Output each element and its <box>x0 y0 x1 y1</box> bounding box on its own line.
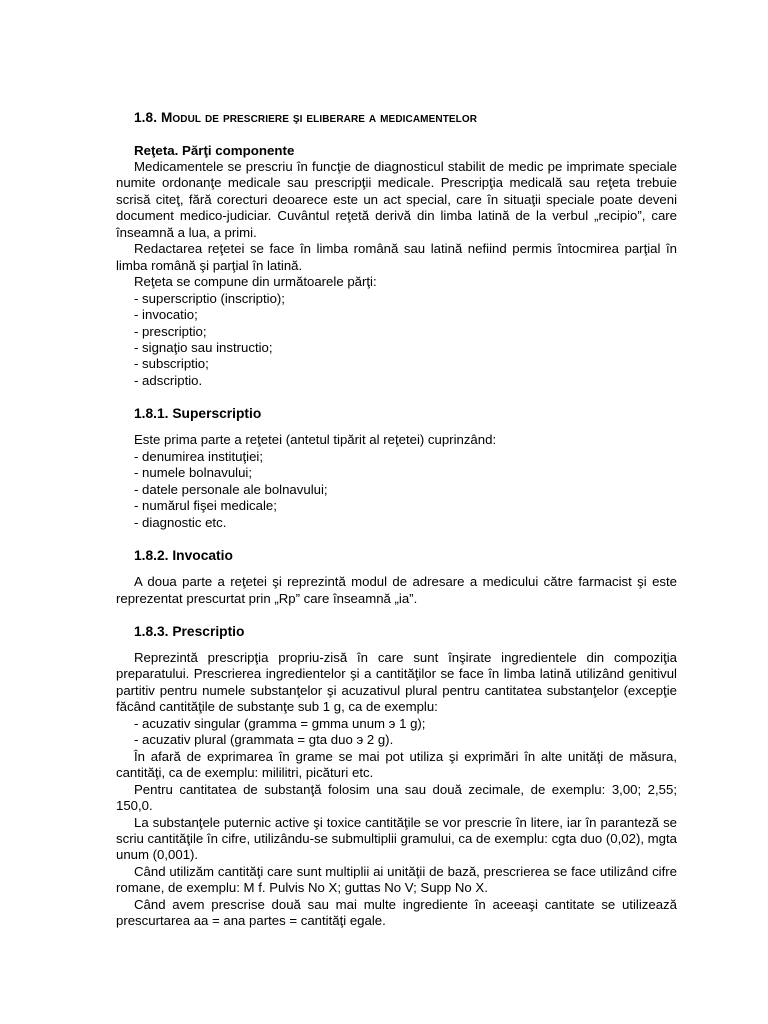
list-item: - acuzativ singular (gramma = gmma unum э 1 g); <box>134 715 426 731</box>
superscriptio-intro: Este prima parte a reţetei (antetul tipărit al reţetei) cuprinzând: <box>134 432 497 448</box>
list-item: - superscriptio (inscriptio); <box>134 290 285 306</box>
list-item: - subscriptio; <box>134 356 209 372</box>
document-content <box>116 109 677 930</box>
reteta-heading: Reţeta. Părţi componente <box>134 143 295 158</box>
prescriptio-paragraph-1: Reprezintă prescripţia propriu-zisă în care sunt înşirate ingredientele din compoziţia preparatului. Prescrierea ingredientelor şi a cantităţilor se face în limba latină utilizând genitivul partitiv pentru numele substanţelor şi acuzativul plural pentru cantitatea substanţelor (excepţie făcând cantităţile de substanţe sub 1 g, ca de exemplu: <box>116 649 677 715</box>
reteta-parts-list <box>116 291 677 390</box>
list-item: - prescriptio; <box>134 323 207 339</box>
invocatio-heading: 1.8.2. Invocatio <box>134 548 233 564</box>
list-item: - diagnostic etc. <box>134 514 227 530</box>
prescriptio-paragraph-6: Când avem prescrise două sau mai multe ingrediente în aceeaşi cantitate se utilizează prescurtarea aa = ana partes = cantităţi egale. <box>116 896 677 929</box>
reteta-paragraph-2: Redactarea reţetei se face în limba română sau latină nefiind permis întocmirea parţial în limba română şi parţial în latină. <box>116 241 677 273</box>
prescriptio-paragraph-3: Pentru cantitatea de substanţă folosim una sau două zecimale, de exemplu: 3,00; 2,55; 150,0. <box>116 781 677 814</box>
list-item: - datele personale ale bolnavului; <box>134 481 328 497</box>
list-item: - invocatio; <box>134 307 198 323</box>
list-item: - signaţio sau instructio; <box>134 339 273 355</box>
prescriptio-paragraph-2: În afară de exprimarea în grame se mai pot utiliza şi exprimări în alte unităţi de măsura, cantităţi, ca de exemplu: mililitri, picături etc. <box>116 748 677 781</box>
superscriptio-heading: 1.8.1. Superscriptio <box>134 406 262 422</box>
superscriptio-list <box>116 449 677 531</box>
list-item: - numele bolnavului; <box>134 465 253 481</box>
list-item: - denumirea instituţiei; <box>134 448 264 464</box>
chapter-heading: 1.8. Modul de prescriere şi eliberare a medicamentelor <box>134 110 478 125</box>
list-item: - acuzativ plural (grammata = gta duo э 2 g). <box>134 732 394 748</box>
prescriptio-heading: 1.8.3. Prescriptio <box>134 623 245 639</box>
prescriptio-paragraph-5: Când utilizăm cantităţi care sunt multiplii ai unităţii de bază, prescrierea se face utilizând cifre romane, de exemplu: M f. Pulvis No X; guttas No V; Supp No X. <box>116 863 677 896</box>
list-item: - numărul fişei medicale; <box>134 498 277 514</box>
list-item: - adscriptio. <box>134 372 203 388</box>
prescriptio-paragraph-4: La substanţele puternic active şi toxice cantităţile se vor prescrie în litere, iar în paranteză se scriu cantităţile în cifre, utilizându-se submultiplii gramului, ca de exemplu: cgta duo (0,02), mgta unum (0,001). <box>116 814 677 863</box>
invocatio-paragraph: A doua parte a reţetei şi reprezintă modul de adresare a medicului către farmacist şi este reprezentat prescurtat prin „Rp” care înseamnă „ia”. <box>116 574 677 606</box>
reteta-paragraph-1: Medicamentele se prescriu în funcţie de diagnosticul stabilit de medic pe imprimate speciale numite ordonanţe medicale sau prescripţii medicale. Prescripţia medicală sau reţeta trebuie scrisă citeţ, fără corecturi deoarece este un act special, care în situaţii speciale poate deveni document medico-judiciar. Cuvântul reţetă derivă din limba latină de la verbul „recipio”, care înseamnă a lua, a primi. <box>116 159 677 240</box>
prescriptio-examples <box>116 716 677 749</box>
reteta-paragraph-3: Reţeta se compune din următoarele părţi: <box>134 274 377 290</box>
